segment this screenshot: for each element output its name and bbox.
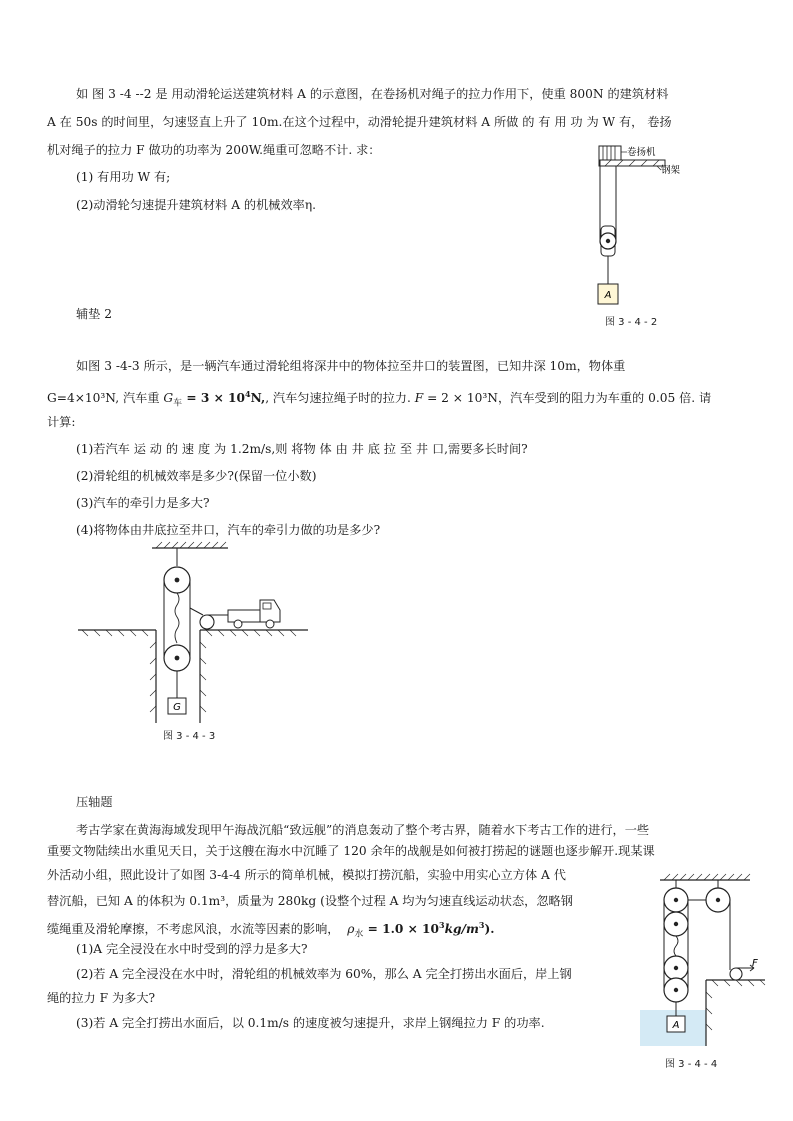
winch-drum xyxy=(599,146,621,160)
rho-symbol: ρ xyxy=(347,922,355,937)
p2-n1: N, xyxy=(250,391,266,406)
p3-line-3: 外活动小组，照此设计了如图 3-4-4 所示的简单机械，模拟打捞沉船，实验中用实心立方体 A 代 xyxy=(47,868,566,882)
p2-line-1: 如图 3 -4-3 所示，是一辆汽车通过滑轮组将深井中的物体拉至井口的装置图，已知井深 10m，物体重 xyxy=(76,359,626,373)
rho-end: ). xyxy=(484,922,495,937)
p3-line-1: 考古学家在黄海海域发现甲午海战沉船“致远舰”的消息轰动了整个考古界，随着水下考古工作的进行，一些 xyxy=(76,823,650,837)
bank-pulley xyxy=(730,968,742,980)
p2-eq1: = 3 × 10 xyxy=(182,391,245,406)
p3-question-2: (2)若 A 完全浸没在水中时，滑轮组的机械效率为 60%，那么 A 完全打捞出水面后，岸上钢 xyxy=(76,967,572,981)
rho-sub: 水 xyxy=(354,929,364,940)
p1-line-3: 机对绳子的拉力 F 做功的功率为 200W.绳重可忽略不计. 求： xyxy=(47,143,381,157)
p2-question-1: (1)若汽车 运 动 的 速 度 为 1.2m/s,则 将物 体 由 井 底 拉 至 井 口,需要多长时间? xyxy=(76,442,528,456)
caption-3-4-4: 图 3 - 4 - 4 xyxy=(665,1059,718,1070)
p1-line-1: 如 图 3 -4 --2 是 用动滑轮运送建筑材料 A 的示意图，在卷扬机对绳子的拉力作用下，使重 800N 的建筑材料 xyxy=(76,87,669,101)
block-a-label: A xyxy=(672,1020,680,1031)
rho-unit-exp: 3 xyxy=(478,920,485,930)
figure-3-4-3 xyxy=(70,538,315,738)
rho-exp: 3 xyxy=(439,920,445,930)
p2-gcar-sub: 车 xyxy=(173,398,183,409)
p2-line-2-b: , 汽车匀速拉绳子时的拉力. xyxy=(265,391,415,406)
p2-question-3: (3)汽车的牵引力是多大? xyxy=(76,496,210,510)
p2-line-2-c: ，汽车受到的阻力为车重的 0.05 倍. 请 xyxy=(497,391,712,406)
frame-label: 钢架 xyxy=(661,165,681,176)
p2-exp1: 4 xyxy=(245,389,251,399)
winch-label: 卷扬机 xyxy=(627,147,656,158)
block-a-label: A xyxy=(604,290,612,301)
p1-question-1: (1) 有用功 W 有; xyxy=(76,170,171,184)
p3-line-4: 替沉船，已知 A 的体积为 0.1m³，质量为 280kg (设整个过程 A 均为匀速直线运动状态，忽略钢 xyxy=(47,894,573,908)
p2-question-2: (2)滑轮组的机械效率是多少?(保留一位小数) xyxy=(76,469,317,483)
p2-line-3: 计算: xyxy=(47,415,76,429)
p3-line-5-text: 缆绳重及滑轮摩擦，不考虑风浪，水流等因素的影响， xyxy=(47,922,340,937)
force-f-label: F xyxy=(752,958,758,969)
ground-pulley xyxy=(200,615,214,629)
p1-question-2: (2)动滑轮匀速提升建筑材料 A 的机械效率η. xyxy=(76,198,316,212)
p2-eq2: = 2 × 10³N xyxy=(423,391,498,406)
section-3-title: 压轴题 xyxy=(76,795,113,809)
p2-line-2-a: G=4×10³N, 汽车重 xyxy=(47,391,164,406)
p3-question-3: (3)若 A 完全打捞出水面后，以 0.1m/s 的速度被匀速提升，求岸上钢绳拉力 F 的功率. xyxy=(76,1016,545,1030)
p1-line-2: A 在 50s 的时间里，匀速竖直上升了 10m.在这个过程中，动滑轮提升建筑材料 A 所做 的 有 用 功 为 W 有， 卷扬 xyxy=(47,115,672,129)
p3-line-2: 重要文物陆续出水重见天日，关于这艘在海水中沉睡了 120 余年的战舰是如何被打捞起的谜题也逐步解开.现某课 xyxy=(47,844,655,858)
p2-f-symbol: F xyxy=(414,391,424,406)
p3-line-5 xyxy=(47,917,495,943)
truck xyxy=(228,600,280,628)
figure-3-4-4 xyxy=(640,870,770,1050)
caption-3-4-2: 图 3 - 4 - 2 xyxy=(605,317,658,328)
rho-eq: = 1.0 × 10 xyxy=(363,922,439,937)
rho-unit: kg/m xyxy=(444,922,479,937)
p2-line-2 xyxy=(47,386,711,412)
figure-3-4-2 xyxy=(585,138,705,333)
caption-3-4-3: 图 3 - 4 - 3 xyxy=(163,731,216,742)
section-2-title: 辅垫 2 xyxy=(76,307,113,321)
p2-gcar-symbol: G xyxy=(163,391,174,406)
p2-question-4: (4)将物体由井底拉至井口，汽车的牵引力做的功是多少? xyxy=(76,523,381,537)
p3-question-2-cont: 绳的拉力 F 为多大? xyxy=(47,991,156,1005)
block-g-label: G xyxy=(173,702,181,713)
p3-question-1: (1)A 完全浸没在水中时受到的浮力是多大? xyxy=(76,942,308,956)
